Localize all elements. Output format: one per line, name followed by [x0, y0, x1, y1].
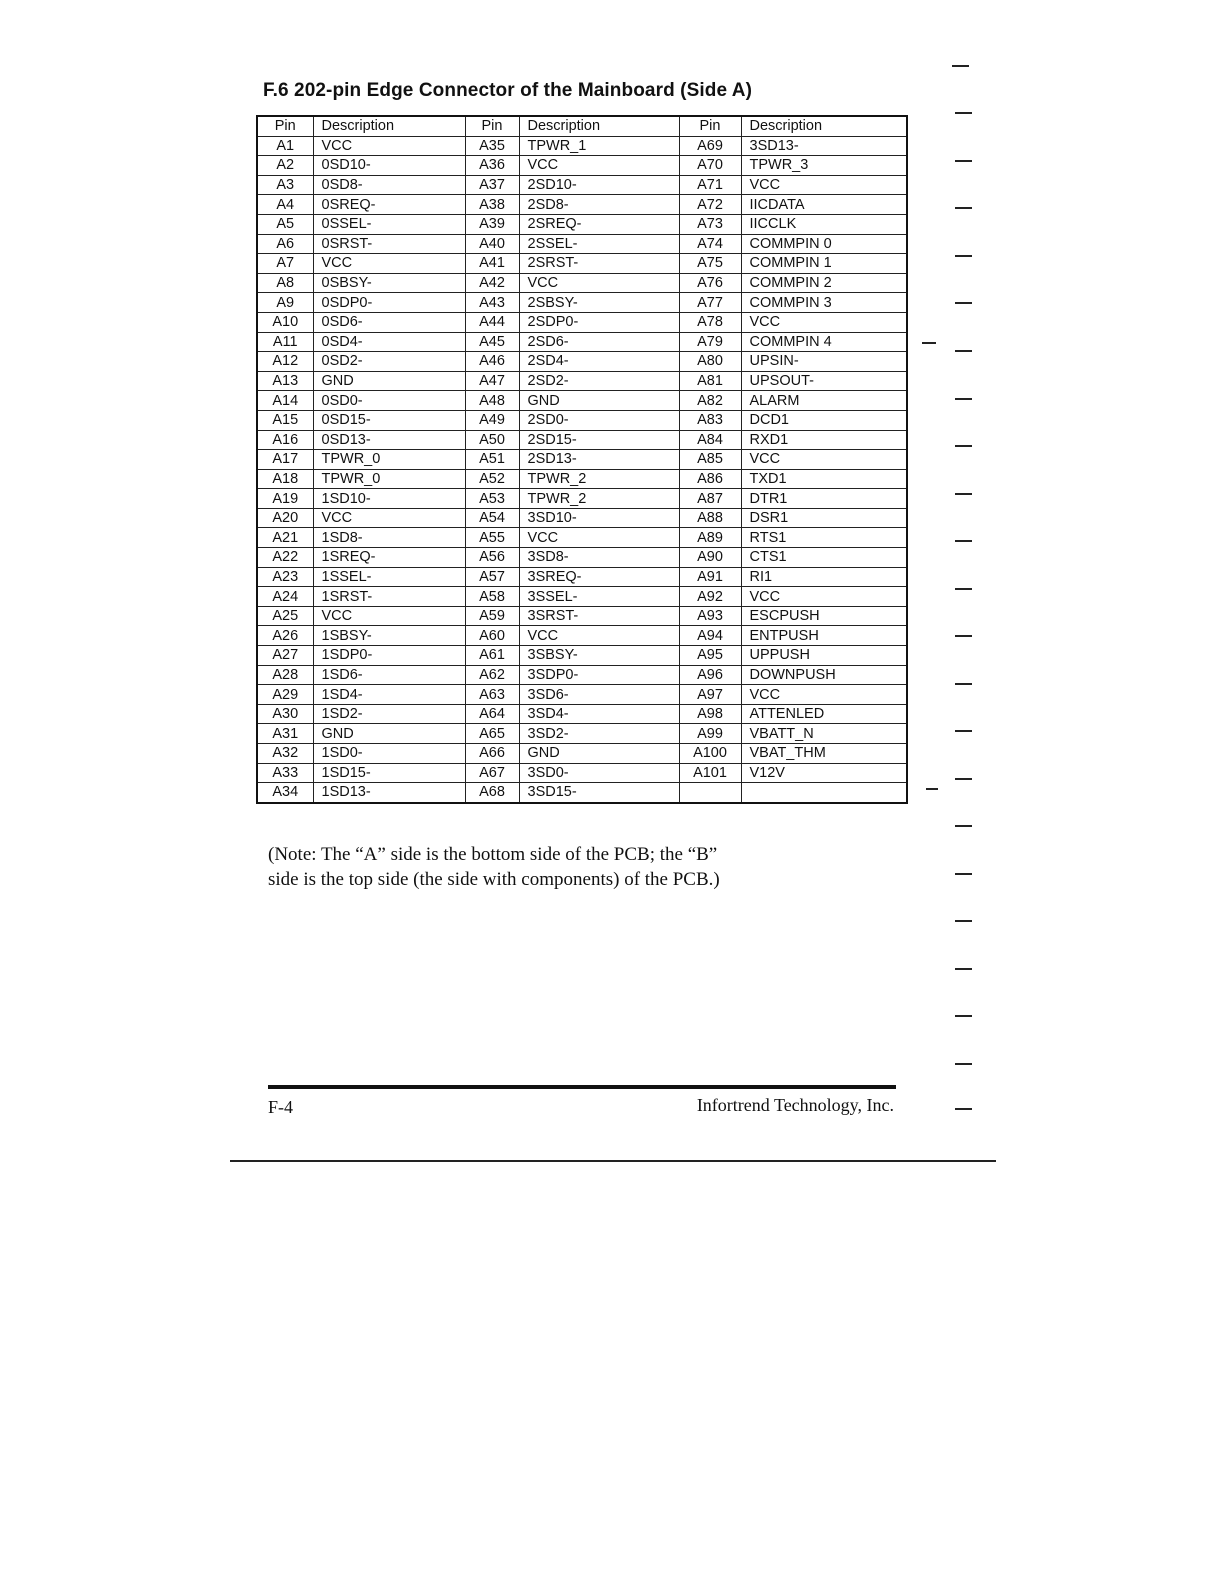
description-cell: 2SD4- [519, 352, 679, 372]
description-cell: COMMPIN 2 [741, 273, 907, 293]
pin-cell: A83 [679, 410, 741, 430]
table-row [257, 646, 907, 666]
table-row [257, 763, 907, 783]
pin-cell: A58 [465, 587, 519, 607]
pin-cell: A28 [257, 665, 313, 685]
pin-cell: A34 [257, 783, 313, 803]
pin-cell: A77 [679, 293, 741, 313]
pin-cell: A1 [257, 136, 313, 156]
margin-tick [955, 968, 972, 970]
margin-tick [955, 207, 972, 209]
description-cell: 1SD4- [313, 685, 465, 705]
description-cell: RI1 [741, 567, 907, 587]
description-cell: TPWR_1 [519, 136, 679, 156]
description-cell: COMMPIN 1 [741, 254, 907, 274]
table-row [257, 606, 907, 626]
description-cell: VCC [519, 273, 679, 293]
pin-cell: A60 [465, 626, 519, 646]
pin-cell: A91 [679, 567, 741, 587]
pin-cell: A96 [679, 665, 741, 685]
description-cell: 1SD0- [313, 744, 465, 764]
pin-cell: A88 [679, 508, 741, 528]
pin-cell: A36 [465, 156, 519, 176]
description-cell: VCC [313, 606, 465, 626]
description-cell: RXD1 [741, 430, 907, 450]
pin-cell [679, 783, 741, 803]
description-cell: VCC [313, 254, 465, 274]
pin-cell: A40 [465, 234, 519, 254]
margin-tick [955, 493, 972, 495]
description-cell: ATTENLED [741, 704, 907, 724]
pin-cell: A54 [465, 508, 519, 528]
column-header: Description [313, 116, 465, 136]
description-cell: 3SBSY- [519, 646, 679, 666]
table-row [257, 175, 907, 195]
pin-cell: A55 [465, 528, 519, 548]
description-cell: 0SRST- [313, 234, 465, 254]
description-cell: 2SRST- [519, 254, 679, 274]
description-cell: UPPUSH [741, 646, 907, 666]
description-cell: IICDATA [741, 195, 907, 215]
pin-cell: A75 [679, 254, 741, 274]
pin-cell: A41 [465, 254, 519, 274]
pin-cell: A8 [257, 273, 313, 293]
margin-tick [955, 873, 972, 875]
description-cell: DTR1 [741, 489, 907, 509]
pin-cell: A46 [465, 352, 519, 372]
margin-tick [955, 1063, 972, 1065]
description-cell: TXD1 [741, 469, 907, 489]
description-cell: VCC [741, 312, 907, 332]
pin-cell: A89 [679, 528, 741, 548]
pin-cell: A48 [465, 391, 519, 411]
pin-cell: A78 [679, 312, 741, 332]
pin-cell: A100 [679, 744, 741, 764]
description-cell: UPSOUT- [741, 371, 907, 391]
margin-tick [955, 302, 972, 304]
pin-cell: A101 [679, 763, 741, 783]
table-row [257, 391, 907, 411]
description-cell: VCC [741, 175, 907, 195]
pin-cell: A93 [679, 606, 741, 626]
column-header: Description [519, 116, 679, 136]
pin-cell: A70 [679, 156, 741, 176]
description-cell: 3SD2- [519, 724, 679, 744]
description-cell: 2SD10- [519, 175, 679, 195]
table-row [257, 136, 907, 156]
description-cell: 0SD10- [313, 156, 465, 176]
column-header: Description [741, 116, 907, 136]
margin-tick [926, 788, 938, 790]
table-row [257, 508, 907, 528]
pin-cell: A90 [679, 548, 741, 568]
column-header: Pin [465, 116, 519, 136]
pin-cell: A53 [465, 489, 519, 509]
margin-tick [955, 350, 972, 352]
pin-cell: A37 [465, 175, 519, 195]
pin-cell: A64 [465, 704, 519, 724]
description-cell: 1SD10- [313, 489, 465, 509]
pin-cell: A49 [465, 410, 519, 430]
description-cell: ESCPUSH [741, 606, 907, 626]
description-cell: TPWR_2 [519, 469, 679, 489]
pin-cell: A59 [465, 606, 519, 626]
description-cell: IICCLK [741, 214, 907, 234]
pin-cell: A74 [679, 234, 741, 254]
pin-cell: A23 [257, 567, 313, 587]
pin-cell: A7 [257, 254, 313, 274]
table-header-row [257, 116, 907, 136]
description-cell: VCC [741, 450, 907, 470]
pin-cell: A27 [257, 646, 313, 666]
description-cell: RTS1 [741, 528, 907, 548]
description-cell: UPSIN- [741, 352, 907, 372]
table-row [257, 352, 907, 372]
description-cell: 0SD4- [313, 332, 465, 352]
table-row [257, 410, 907, 430]
pin-cell: A38 [465, 195, 519, 215]
pin-cell: A66 [465, 744, 519, 764]
table-row [257, 469, 907, 489]
table-row [257, 626, 907, 646]
scan-edge-rule [230, 1160, 996, 1162]
pin-cell: A85 [679, 450, 741, 470]
section-title: F.6 202-pin Edge Connector of the Mainboard (Side A) [263, 80, 753, 101]
description-cell: VCC [519, 626, 679, 646]
pin-cell: A63 [465, 685, 519, 705]
description-cell: 3SD8- [519, 548, 679, 568]
pin-cell: A6 [257, 234, 313, 254]
table-row [257, 528, 907, 548]
pin-cell: A50 [465, 430, 519, 450]
description-cell: V12V [741, 763, 907, 783]
margin-tick [955, 1015, 972, 1017]
margin-tick [952, 65, 969, 67]
description-cell: DSR1 [741, 508, 907, 528]
margin-tick [955, 635, 972, 637]
description-cell: 0SD15- [313, 410, 465, 430]
pin-cell: A11 [257, 332, 313, 352]
note [268, 842, 828, 892]
table-row [257, 312, 907, 332]
description-cell: 2SSEL- [519, 234, 679, 254]
pin-cell: A81 [679, 371, 741, 391]
description-cell: 1SD8- [313, 528, 465, 548]
pin-cell: A25 [257, 606, 313, 626]
description-cell: VCC [313, 136, 465, 156]
description-cell: 1SD13- [313, 783, 465, 803]
description-cell: 3SD15- [519, 783, 679, 803]
description-cell: GND [313, 371, 465, 391]
margin-tick [955, 255, 972, 257]
pin-cell: A30 [257, 704, 313, 724]
table-row [257, 430, 907, 450]
description-cell: DCD1 [741, 410, 907, 430]
pin-cell: A12 [257, 352, 313, 372]
description-cell: VBATT_N [741, 724, 907, 744]
table-row [257, 724, 907, 744]
pin-cell: A94 [679, 626, 741, 646]
description-cell: GND [519, 391, 679, 411]
description-cell: 1SREQ- [313, 548, 465, 568]
pin-cell: A17 [257, 450, 313, 470]
pin-cell: A84 [679, 430, 741, 450]
pin-cell: A99 [679, 724, 741, 744]
description-cell: 1SD6- [313, 665, 465, 685]
pin-cell: A19 [257, 489, 313, 509]
pin-cell: A2 [257, 156, 313, 176]
pin-cell: A13 [257, 371, 313, 391]
pin-cell: A80 [679, 352, 741, 372]
description-cell: COMMPIN 4 [741, 332, 907, 352]
description-cell: ALARM [741, 391, 907, 411]
pin-cell: A67 [465, 763, 519, 783]
table-row [257, 332, 907, 352]
description-cell: 3SD4- [519, 704, 679, 724]
table-row [257, 548, 907, 568]
margin-tick [955, 112, 972, 114]
description-cell: 1SD2- [313, 704, 465, 724]
margin-tick [955, 398, 972, 400]
description-cell: COMMPIN 0 [741, 234, 907, 254]
pin-cell: A29 [257, 685, 313, 705]
description-cell: 1SRST- [313, 587, 465, 607]
pin-cell: A61 [465, 646, 519, 666]
description-cell: 0SSEL- [313, 214, 465, 234]
margin-tick [955, 730, 972, 732]
table-row [257, 685, 907, 705]
description-cell: 2SDP0- [519, 312, 679, 332]
pin-cell: A9 [257, 293, 313, 313]
pin-cell: A97 [679, 685, 741, 705]
description-cell: 2SD0- [519, 410, 679, 430]
description-cell: 0SD8- [313, 175, 465, 195]
pin-cell: A68 [465, 783, 519, 803]
table-body [257, 136, 907, 803]
description-cell: 3SD6- [519, 685, 679, 705]
description-cell: 2SD15- [519, 430, 679, 450]
description-cell: 3SD10- [519, 508, 679, 528]
description-cell: TPWR_0 [313, 469, 465, 489]
margin-tick [955, 920, 972, 922]
pin-cell: A3 [257, 175, 313, 195]
pin-cell: A45 [465, 332, 519, 352]
description-cell: TPWR_2 [519, 489, 679, 509]
pin-cell: A98 [679, 704, 741, 724]
pin-cell: A26 [257, 626, 313, 646]
margin-tick [955, 540, 972, 542]
note-line: side is the top side (the side with components) of the PCB.) [268, 869, 720, 890]
table-row [257, 293, 907, 313]
description-cell: TPWR_0 [313, 450, 465, 470]
description-cell: 2SD6- [519, 332, 679, 352]
description-cell: DOWNPUSH [741, 665, 907, 685]
page-number: F-4 [268, 1097, 294, 1117]
description-cell: GND [313, 724, 465, 744]
note-line: (Note: The “A” side is the bottom side of the PCB; the “B” [268, 844, 718, 865]
description-cell: 3SDP0- [519, 665, 679, 685]
pin-cell: A82 [679, 391, 741, 411]
pin-cell: A10 [257, 312, 313, 332]
description-cell: 2SD2- [519, 371, 679, 391]
margin-tick [955, 825, 972, 827]
margin-tick [955, 160, 972, 162]
pin-cell: A73 [679, 214, 741, 234]
pin-cell: A43 [465, 293, 519, 313]
table-row [257, 567, 907, 587]
description-cell: 3SREQ- [519, 567, 679, 587]
description-cell: 2SBSY- [519, 293, 679, 313]
description-cell: 1SD15- [313, 763, 465, 783]
description-cell [741, 783, 907, 803]
pin-cell: A21 [257, 528, 313, 548]
pin-cell: A95 [679, 646, 741, 666]
pin-cell: A62 [465, 665, 519, 685]
description-cell: VCC [741, 587, 907, 607]
table-row [257, 214, 907, 234]
pin-cell: A92 [679, 587, 741, 607]
description-cell: 1SBSY- [313, 626, 465, 646]
table-row [257, 156, 907, 176]
description-cell: VCC [519, 156, 679, 176]
pin-cell: A42 [465, 273, 519, 293]
margin-tick [955, 683, 972, 685]
pin-cell: A76 [679, 273, 741, 293]
pin-cell: A39 [465, 214, 519, 234]
description-cell: 0SD13- [313, 430, 465, 450]
pin-cell: A87 [679, 489, 741, 509]
column-header: Pin [257, 116, 313, 136]
pin-cell: A86 [679, 469, 741, 489]
margin-tick [955, 588, 972, 590]
table-row [257, 450, 907, 470]
description-cell: 2SD13- [519, 450, 679, 470]
description-cell: 3SD13- [741, 136, 907, 156]
pin-cell: A15 [257, 410, 313, 430]
pin-cell: A51 [465, 450, 519, 470]
pin-cell: A35 [465, 136, 519, 156]
table-row [257, 234, 907, 254]
description-cell: 2SREQ- [519, 214, 679, 234]
description-cell: 0SBSY- [313, 273, 465, 293]
table-row [257, 195, 907, 215]
pin-cell: A71 [679, 175, 741, 195]
pin-cell: A24 [257, 587, 313, 607]
pin-cell: A47 [465, 371, 519, 391]
description-cell: VCC [313, 508, 465, 528]
pin-cell: A44 [465, 312, 519, 332]
pin-cell: A52 [465, 469, 519, 489]
description-cell: GND [519, 744, 679, 764]
table-row [257, 254, 907, 274]
pin-cell: A69 [679, 136, 741, 156]
pin-cell: A16 [257, 430, 313, 450]
description-cell: COMMPIN 3 [741, 293, 907, 313]
pin-cell: A31 [257, 724, 313, 744]
table-row [257, 783, 907, 803]
description-cell: 2SD8- [519, 195, 679, 215]
footer-rule [268, 1085, 896, 1089]
table-row [257, 665, 907, 685]
table-row [257, 744, 907, 764]
pin-cell: A22 [257, 548, 313, 568]
description-cell: VBAT_THM [741, 744, 907, 764]
pin-cell: A4 [257, 195, 313, 215]
description-cell: TPWR_3 [741, 156, 907, 176]
margin-tick [955, 445, 972, 447]
pin-cell: A56 [465, 548, 519, 568]
pin-cell: A33 [257, 763, 313, 783]
pin-cell: A79 [679, 332, 741, 352]
description-cell: 3SSEL- [519, 587, 679, 607]
margin-tick [922, 342, 936, 344]
description-cell: VCC [519, 528, 679, 548]
pin-cell: A65 [465, 724, 519, 744]
description-cell: 3SD0- [519, 763, 679, 783]
table-row [257, 704, 907, 724]
description-cell: 0SD6- [313, 312, 465, 332]
description-cell: 0SREQ- [313, 195, 465, 215]
margin-tick [955, 1108, 972, 1110]
description-cell: 1SSEL- [313, 567, 465, 587]
pin-cell: A57 [465, 567, 519, 587]
description-cell: VCC [741, 685, 907, 705]
description-cell: 1SDP0- [313, 646, 465, 666]
description-cell: ENTPUSH [741, 626, 907, 646]
pin-cell: A14 [257, 391, 313, 411]
margin-tick [955, 778, 972, 780]
company-name: Infortrend Technology, Inc. [696, 1095, 894, 1115]
description-cell: 0SDP0- [313, 293, 465, 313]
table-row [257, 587, 907, 607]
table-row [257, 273, 907, 293]
description-cell: 0SD2- [313, 352, 465, 372]
column-header: Pin [679, 116, 741, 136]
pin-cell: A5 [257, 214, 313, 234]
pin-table [256, 115, 908, 804]
description-cell: 0SD0- [313, 391, 465, 411]
table-row [257, 489, 907, 509]
description-cell: CTS1 [741, 548, 907, 568]
table-row [257, 371, 907, 391]
pin-cell: A72 [679, 195, 741, 215]
description-cell: 3SRST- [519, 606, 679, 626]
pin-cell: A32 [257, 744, 313, 764]
pin-cell: A18 [257, 469, 313, 489]
pin-cell: A20 [257, 508, 313, 528]
